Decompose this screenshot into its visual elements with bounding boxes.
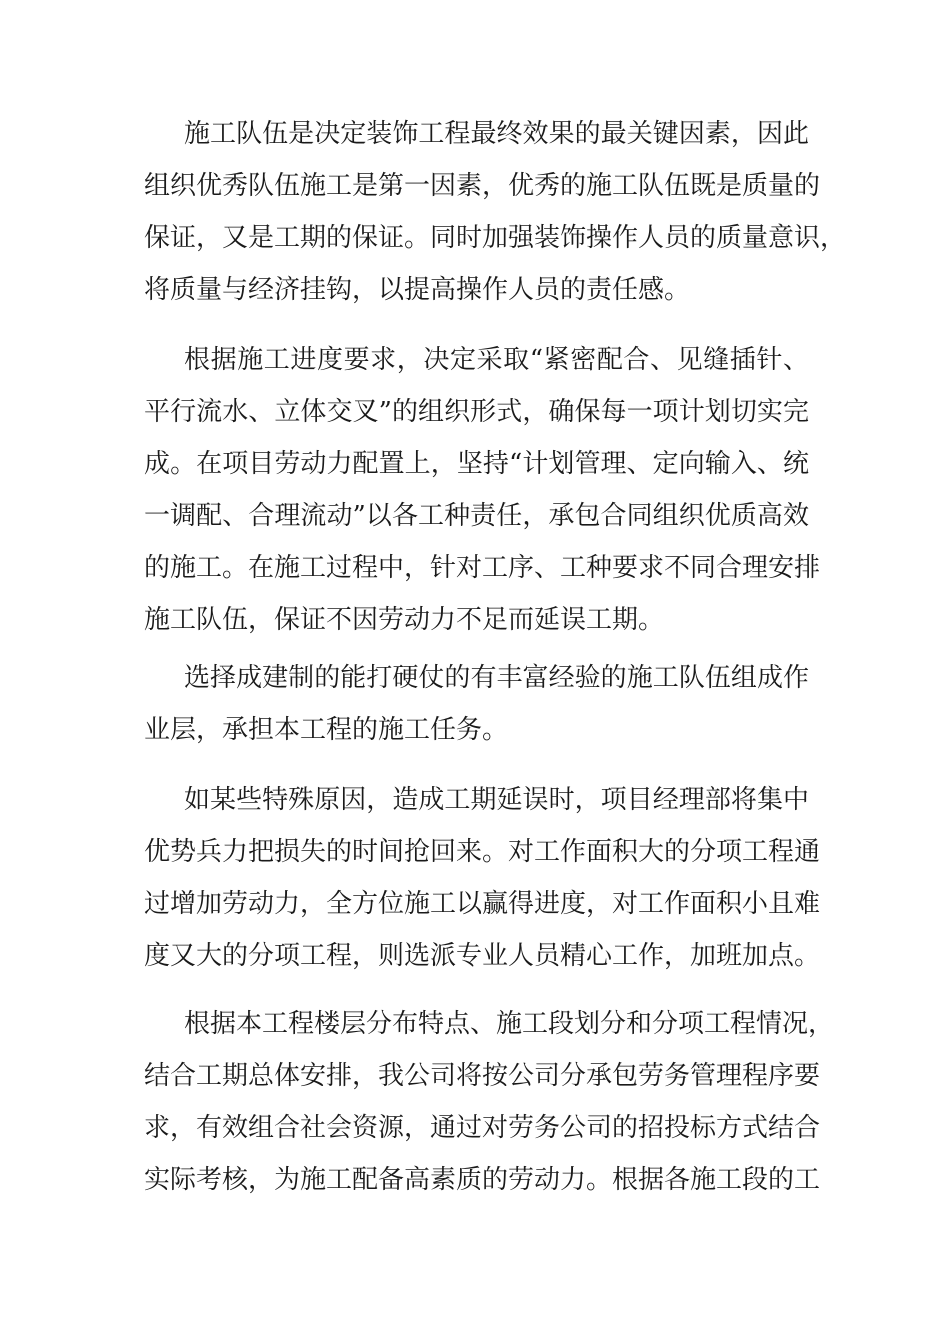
text-line: 业层，承担本工程的施工任务。 (144, 715, 509, 745)
text-line: 成。在项目劳动力配置上，坚持“计划管理、定向输入、统 (144, 449, 809, 479)
text-line: 结合工期总体安排，我公司将按公司分承包劳务管理程序要 (144, 1061, 821, 1091)
text-line: 求，有效组合社会资源，通过对劳务公司的招投标方式结合 (144, 1113, 821, 1143)
text-line: 过增加劳动力，全方位施工以赢得进度，对工作面积小且难 (144, 889, 821, 919)
text-line: 保证，又是工期的保证。同时加强装饰操作人员的质量意识， (144, 223, 847, 253)
text-line: 将质量与经济挂钩，以提高操作人员的责任感。 (144, 275, 691, 305)
paragraph-1 (144, 108, 847, 316)
text-line: 实际考核，为施工配备高素质的劳动力。根据各施工段的工 (144, 1165, 821, 1195)
text-line: 如某些特殊原因，造成工期延误时，项目经理部将集中 (184, 785, 809, 815)
paragraph-3 (144, 652, 809, 756)
text-line: 选择成建制的能打硬仗的有丰富经验的施工队伍组成作 (184, 663, 809, 693)
text-line: 度又大的分项工程，则选派专业人员精心工作，加班加点。 (144, 941, 821, 971)
text-line: 施工队伍是决定装饰工程最终效果的最关键因素，因此 (184, 119, 809, 149)
paragraph-2 (144, 334, 821, 646)
paragraph-4 (144, 774, 821, 982)
text-line: 优势兵力把损失的时间抢回来。对工作面积大的分项工程通 (144, 837, 821, 867)
paragraph-5 (144, 998, 835, 1206)
text-line: 平行流水、立体交叉”的组织形式，确保每一项计划切实完 (144, 397, 809, 427)
text-line: 施工队伍，保证不因劳动力不足而延误工期。 (144, 605, 665, 635)
text-line: 根据施工进度要求，决定采取“紧密配合、见缝插针、 (184, 345, 809, 375)
text-line: 组织优秀队伍施工是第一因素，优秀的施工队伍既是质量的 (144, 171, 821, 201)
text-line: 一调配、合理流动”以各工种责任，承包合同组织优质高效 (144, 501, 809, 531)
text-line: 的施工。在施工过程中，针对工序、工种要求不同合理安排 (144, 553, 821, 583)
text-line: 根据本工程楼层分布特点、施工段划分和分项工程情况， (184, 1009, 835, 1039)
